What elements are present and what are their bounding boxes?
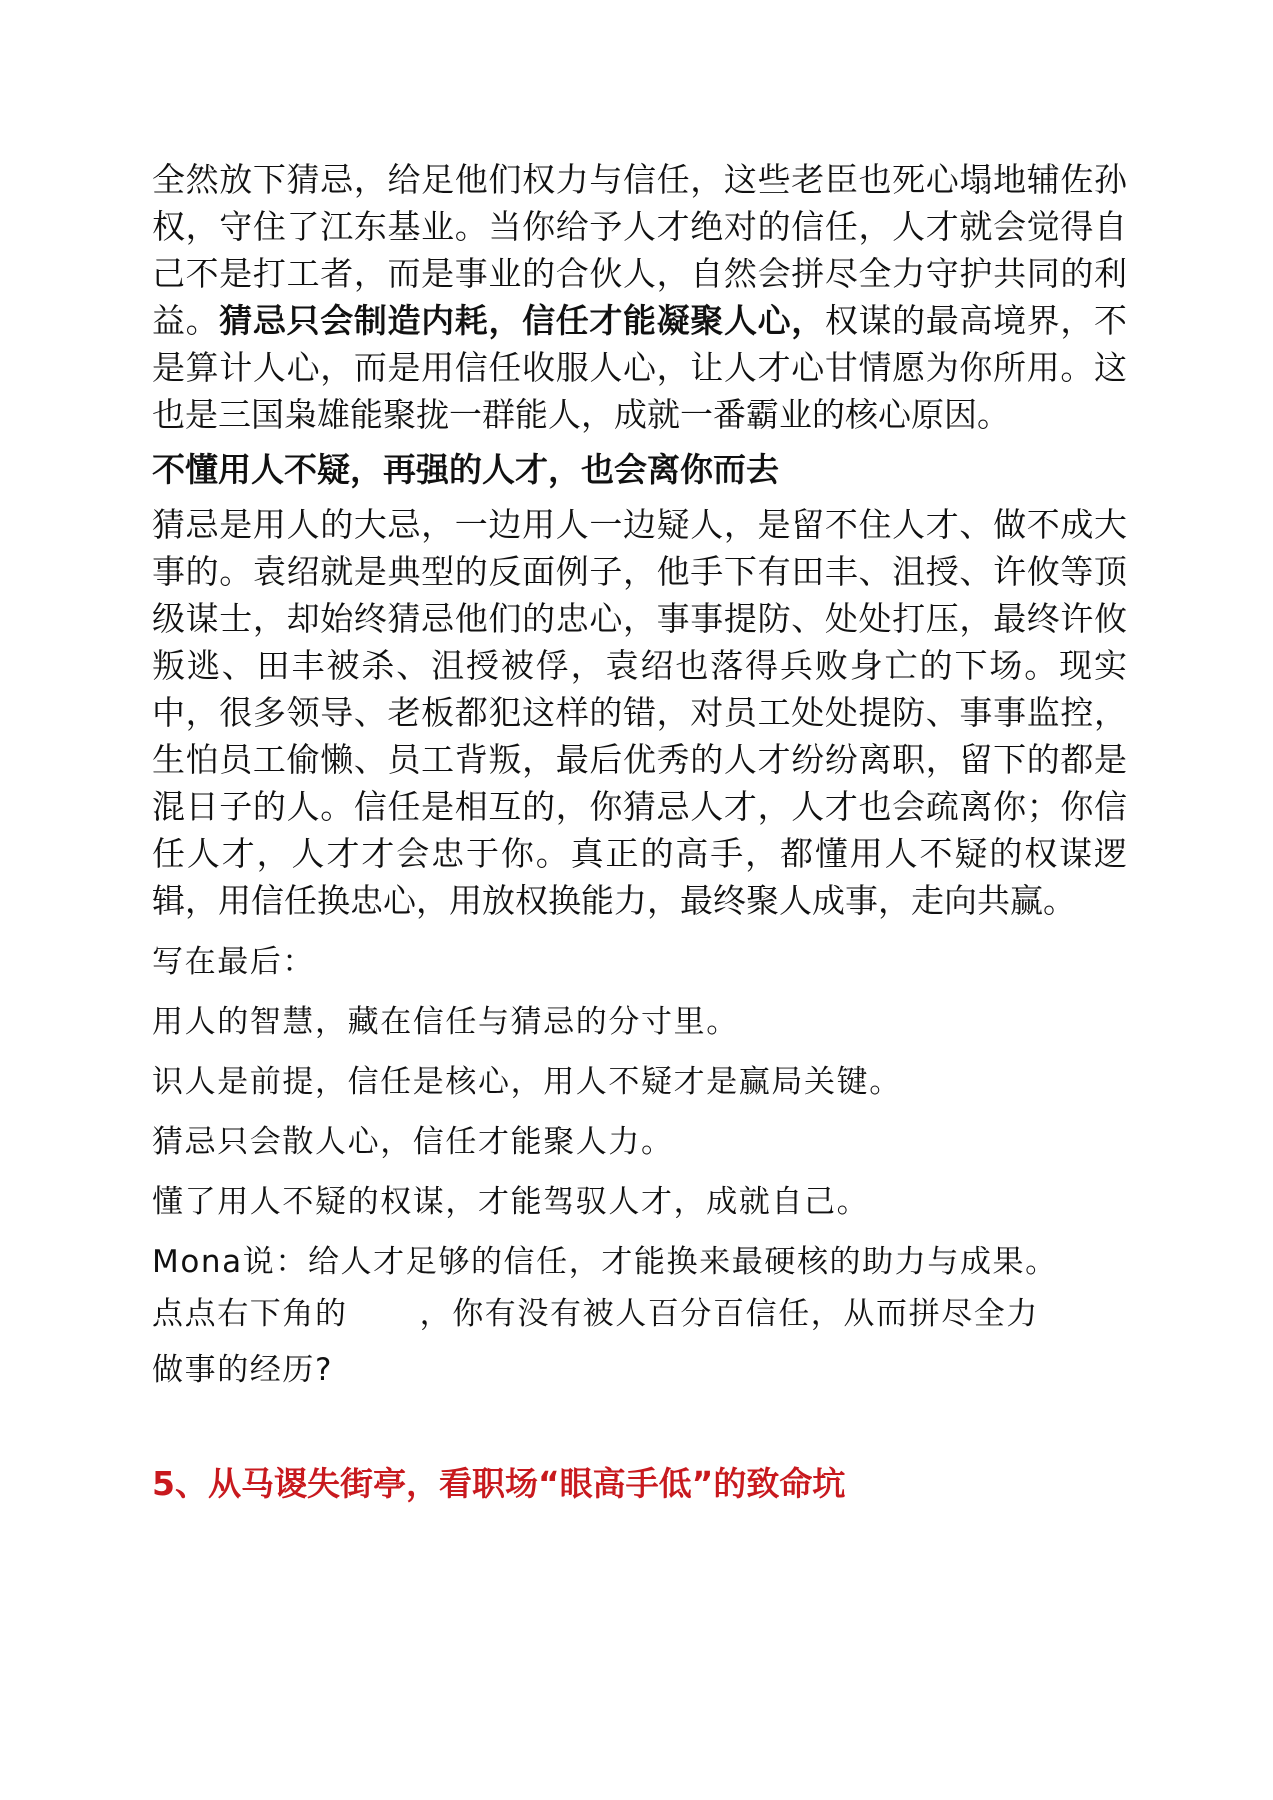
paragraph-trust xyxy=(152,156,1127,438)
paragraph-trust-bold: 猜忌只会制造内耗，信任才能凝聚人心， xyxy=(219,301,825,340)
paragraph-trust-text-1: 全然放下猜忌，给足他们权力与信任，这些老臣也死心塌地辅佐孙权，守住了江东基业。当你给予人才绝对的信任，人才就会觉得自己不是打工者，而是事业的合伙人，自然会拼尽全力守护共同的利益。 xyxy=(152,160,1127,340)
cta-text-before: 点点右下角的 xyxy=(152,1296,348,1332)
document-page xyxy=(152,156,1127,1507)
closing-title: 写在最后： xyxy=(152,944,315,980)
paragraph-trust-text-2: 权谋的最高境界，不是算计人心，而是用信任收服人心，让人才心甘情愿为你所用。这也是三国枭雄能聚拢一群能人，成就一番霸业的核心原因。 xyxy=(152,301,1128,434)
section-heading: 不懂用人不疑，再强的人才，也会离你而去 xyxy=(152,450,779,489)
next-section-heading: 5、从马谡失街亭，看职场“眼高手低”的致命坑 xyxy=(152,1464,846,1503)
cta-line-2: 做事的经历? xyxy=(152,1352,334,1388)
closing-line-2: 识人是前提，信任是核心，用人不疑才是赢局关键。 xyxy=(152,1064,902,1100)
closing-line-1: 用人的智慧，藏在信任与猜忌的分寸里。 xyxy=(152,1004,739,1040)
paragraph-suspicion: 猜忌是用人的大忌，一边用人一边疑人，是留不住人才、做不成大事的。袁绍就是典型的反面例子，他手下有田丰、沮授、许攸等顶级谋士，却始终猜忌他们的忠心，事事提防、处处打压，最终许攸叛逃、田丰被杀、沮授被俘，袁绍也落得兵败身亡的下场。现实中，很多领导、老板都犯这样的错，对员工处处提防、事事监控，生怕员工偷懒、员工背叛，最后优秀的人才纷纷离职，留下的都是混日子的人。信任是相互的，你猜忌人才，人才也会疏离你；你信任人才，人才才会忠于你。真正的高手，都懂用人不疑的权谋逻辑，用信任换忠心，用放权换能力，最终聚人成事，走向共赢。 xyxy=(152,505,1127,920)
closing-line-4: 懂了用人不疑的权谋，才能驾驭人才，成就自己。 xyxy=(152,1184,870,1220)
cta-text-after: ，你有没有被人百分百信任，从而拼尽全力 xyxy=(419,1296,1040,1332)
mona-comment: Mona说：给人才足够的信任，才能换来最硬核的助力与成果。 xyxy=(152,1244,1058,1280)
closing-line-3: 猜忌只会散人心，信任才能聚人力。 xyxy=(152,1124,674,1160)
cta-line xyxy=(152,1292,1127,1336)
